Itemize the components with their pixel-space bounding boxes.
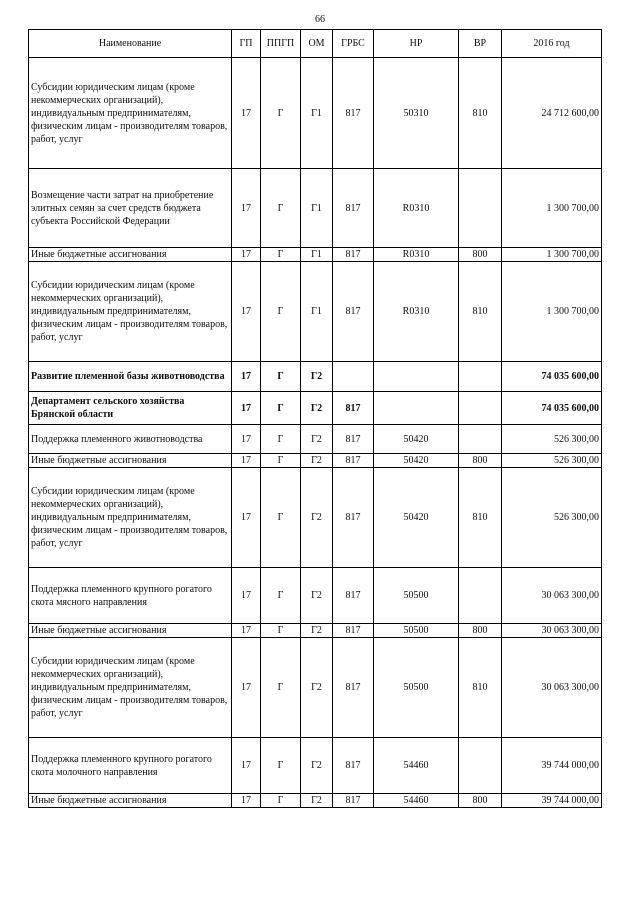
row-np: R0310 — [374, 169, 459, 248]
row-name: Поддержка племенного крупного рогатого скота молочного направления — [29, 738, 232, 794]
row-amount: 526 300,00 — [502, 468, 602, 568]
row-ppgp: Г — [261, 362, 301, 392]
row-om: Г1 — [301, 262, 333, 362]
row-grbs: 817 — [333, 794, 374, 808]
row-name: Поддержка племенного крупного рогатого скота мясного направления — [29, 568, 232, 624]
row-name: Возмещение части затрат на приобретение элитных семян за счет средств бюджета субъекта Российской Федерации — [29, 169, 232, 248]
row-vr: 800 — [459, 454, 502, 468]
row-om: Г1 — [301, 169, 333, 248]
header-grbs: ГРБС — [333, 30, 374, 58]
row-ppgp: Г — [261, 638, 301, 738]
row-om: Г2 — [301, 638, 333, 738]
row-grbs: 817 — [333, 169, 374, 248]
header-om: ОМ — [301, 30, 333, 58]
row-om: Г2 — [301, 425, 333, 454]
table-row — [29, 794, 602, 808]
row-np: 50500 — [374, 568, 459, 624]
row-name: Поддержка племенного животноводства — [29, 425, 232, 454]
row-grbs: 817 — [333, 468, 374, 568]
header-vr: ВР — [459, 30, 502, 58]
row-amount: 24 712 600,00 — [502, 58, 602, 169]
row-om: Г2 — [301, 468, 333, 568]
row-vr — [459, 392, 502, 425]
row-vr — [459, 362, 502, 392]
row-vr — [459, 425, 502, 454]
row-ppgp: Г — [261, 169, 301, 248]
row-om: Г2 — [301, 568, 333, 624]
header-gp: ГП — [232, 30, 261, 58]
row-amount: 30 063 300,00 — [502, 568, 602, 624]
row-om: Г2 — [301, 624, 333, 638]
row-amount: 1 300 700,00 — [502, 248, 602, 262]
row-vr: 800 — [459, 794, 502, 808]
row-gp: 17 — [232, 568, 261, 624]
row-ppgp: Г — [261, 392, 301, 425]
row-gp: 17 — [232, 362, 261, 392]
row-ppgp: Г — [261, 794, 301, 808]
row-grbs: 817 — [333, 624, 374, 638]
table-row — [29, 568, 602, 624]
row-gp: 17 — [232, 794, 261, 808]
row-np: 50420 — [374, 468, 459, 568]
row-gp: 17 — [232, 454, 261, 468]
row-gp: 17 — [232, 58, 261, 169]
row-ppgp: Г — [261, 454, 301, 468]
row-amount: 74 035 600,00 — [502, 362, 602, 392]
row-grbs: 817 — [333, 58, 374, 169]
table-row — [29, 169, 602, 248]
row-name: Субсидии юридическим лицам (кроме некоммерческих организаций), индивидуальным предпринимателям, физическим лицам - производителям товаров, работ, услуг — [29, 262, 232, 362]
row-ppgp: Г — [261, 624, 301, 638]
row-vr: 810 — [459, 638, 502, 738]
row-grbs — [333, 362, 374, 392]
row-gp: 17 — [232, 738, 261, 794]
row-amount: 74 035 600,00 — [502, 392, 602, 425]
row-np — [374, 362, 459, 392]
row-amount: 39 744 000,00 — [502, 794, 602, 808]
row-amount: 30 063 300,00 — [502, 638, 602, 738]
row-gp: 17 — [232, 425, 261, 454]
row-name: Иные бюджетные ассигнования — [29, 248, 232, 262]
row-np: 54460 — [374, 794, 459, 808]
row-gp: 17 — [232, 638, 261, 738]
row-gp: 17 — [232, 169, 261, 248]
header-name: Наименование — [29, 30, 232, 58]
row-om: Г2 — [301, 794, 333, 808]
row-ppgp: Г — [261, 568, 301, 624]
row-ppgp: Г — [261, 468, 301, 568]
row-vr: 800 — [459, 248, 502, 262]
table-row — [29, 248, 602, 262]
row-grbs: 817 — [333, 248, 374, 262]
row-grbs: 817 — [333, 425, 374, 454]
row-gp: 17 — [232, 624, 261, 638]
row-gp: 17 — [232, 248, 261, 262]
row-amount: 1 300 700,00 — [502, 169, 602, 248]
row-name: Департамент сельского хозяйства Брянской области — [29, 392, 232, 425]
page-number: 66 — [315, 14, 325, 25]
row-np: R0310 — [374, 248, 459, 262]
row-gp: 17 — [232, 468, 261, 568]
row-name: Субсидии юридическим лицам (кроме некоммерческих организаций), индивидуальным предпринимателям, физическим лицам - производителям товаров, работ, услуг — [29, 58, 232, 169]
row-om: Г2 — [301, 738, 333, 794]
table-row — [29, 362, 602, 392]
row-amount: 30 063 300,00 — [502, 624, 602, 638]
row-name: Развитие племенной базы животноводства — [29, 362, 232, 392]
row-np: 50310 — [374, 58, 459, 169]
row-om: Г1 — [301, 248, 333, 262]
row-grbs: 817 — [333, 568, 374, 624]
row-om: Г2 — [301, 392, 333, 425]
row-vr — [459, 568, 502, 624]
row-amount: 1 300 700,00 — [502, 262, 602, 362]
row-gp: 17 — [232, 262, 261, 362]
row-vr: 810 — [459, 262, 502, 362]
row-amount: 39 744 000,00 — [502, 738, 602, 794]
table-row — [29, 262, 602, 362]
row-vr — [459, 738, 502, 794]
header-year: 2016 год — [502, 30, 602, 58]
row-ppgp: Г — [261, 58, 301, 169]
table-row — [29, 392, 602, 425]
row-np — [374, 392, 459, 425]
row-vr: 810 — [459, 468, 502, 568]
table-row — [29, 468, 602, 568]
row-ppgp: Г — [261, 248, 301, 262]
row-vr: 800 — [459, 624, 502, 638]
row-ppgp: Г — [261, 738, 301, 794]
row-om: Г2 — [301, 454, 333, 468]
row-om: Г1 — [301, 58, 333, 169]
row-grbs: 817 — [333, 392, 374, 425]
row-np: 50420 — [374, 425, 459, 454]
row-om: Г2 — [301, 362, 333, 392]
row-grbs: 817 — [333, 638, 374, 738]
header-row — [29, 30, 602, 58]
row-vr — [459, 169, 502, 248]
row-ppgp: Г — [261, 262, 301, 362]
row-gp: 17 — [232, 392, 261, 425]
row-np: 50420 — [374, 454, 459, 468]
row-np: 54460 — [374, 738, 459, 794]
row-grbs: 817 — [333, 454, 374, 468]
row-amount: 526 300,00 — [502, 425, 602, 454]
row-name: Иные бюджетные ассигнования — [29, 794, 232, 808]
row-name: Иные бюджетные ассигнования — [29, 624, 232, 638]
row-np: R0310 — [374, 262, 459, 362]
table-row — [29, 425, 602, 454]
header-np: НР — [374, 30, 459, 58]
budget-table — [28, 29, 602, 808]
row-np: 50500 — [374, 624, 459, 638]
table-row — [29, 58, 602, 169]
row-ppgp: Г — [261, 425, 301, 454]
row-amount: 526 300,00 — [502, 454, 602, 468]
row-vr: 810 — [459, 58, 502, 169]
table-row — [29, 624, 602, 638]
row-name: Субсидии юридическим лицам (кроме некоммерческих организаций), индивидуальным предпринимателям, физическим лицам - производителям товаров, работ, услуг — [29, 638, 232, 738]
table-row — [29, 454, 602, 468]
header-ppgp: ППГП — [261, 30, 301, 58]
table-row — [29, 738, 602, 794]
table-row — [29, 638, 602, 738]
row-grbs: 817 — [333, 738, 374, 794]
row-name: Субсидии юридическим лицам (кроме некоммерческих организаций), индивидуальным предпринимателям, физическим лицам - производителям товаров, работ, услуг — [29, 468, 232, 568]
row-np: 50500 — [374, 638, 459, 738]
row-grbs: 817 — [333, 262, 374, 362]
row-name: Иные бюджетные ассигнования — [29, 454, 232, 468]
